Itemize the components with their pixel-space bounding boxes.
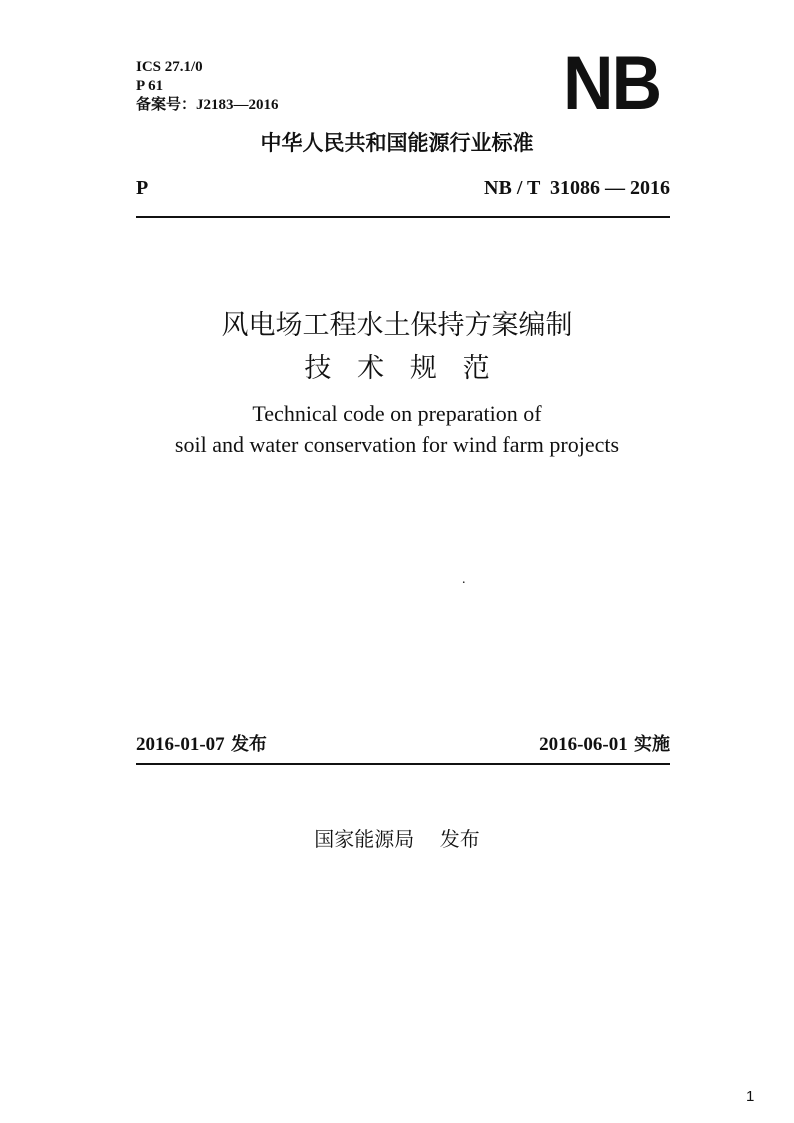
implementation-date xyxy=(539,734,670,756)
implementation-label: 实施 xyxy=(634,734,670,755)
page-number: 1 xyxy=(746,1088,755,1105)
document-title-zh-line2: 技 术 规 范 xyxy=(304,353,490,384)
ics-code: ICS 27.1/0 xyxy=(136,59,203,75)
category-code: P xyxy=(136,177,149,199)
issue-label: 发布 xyxy=(230,734,267,755)
ccs-code: P 61 xyxy=(136,78,164,94)
implementation-date-value: 2016-06-01 xyxy=(539,734,628,755)
issuing-authority: 国家能源局 发布 xyxy=(314,827,480,851)
document-title-en-line1: Technical code on preparation of xyxy=(252,401,542,426)
filing-number: 备案号：J2183—2016 xyxy=(136,97,279,113)
standard-title: 中华人民共和国能源行业标准 xyxy=(260,131,534,155)
bottom-divider xyxy=(136,763,670,765)
standard-number: NB / T 31086 — 2016 xyxy=(484,177,670,199)
nb-logo: NB xyxy=(563,41,661,126)
document-title-zh-line1: 风电场工程水土保持方案编制 xyxy=(221,310,573,341)
stray-mark: . xyxy=(462,572,466,587)
issue-date xyxy=(136,734,267,756)
top-divider xyxy=(136,216,670,218)
issue-date-value: 2016-01-07 xyxy=(136,734,225,755)
document-title-en-line2: soil and water conservation for wind farm projects xyxy=(174,432,620,457)
